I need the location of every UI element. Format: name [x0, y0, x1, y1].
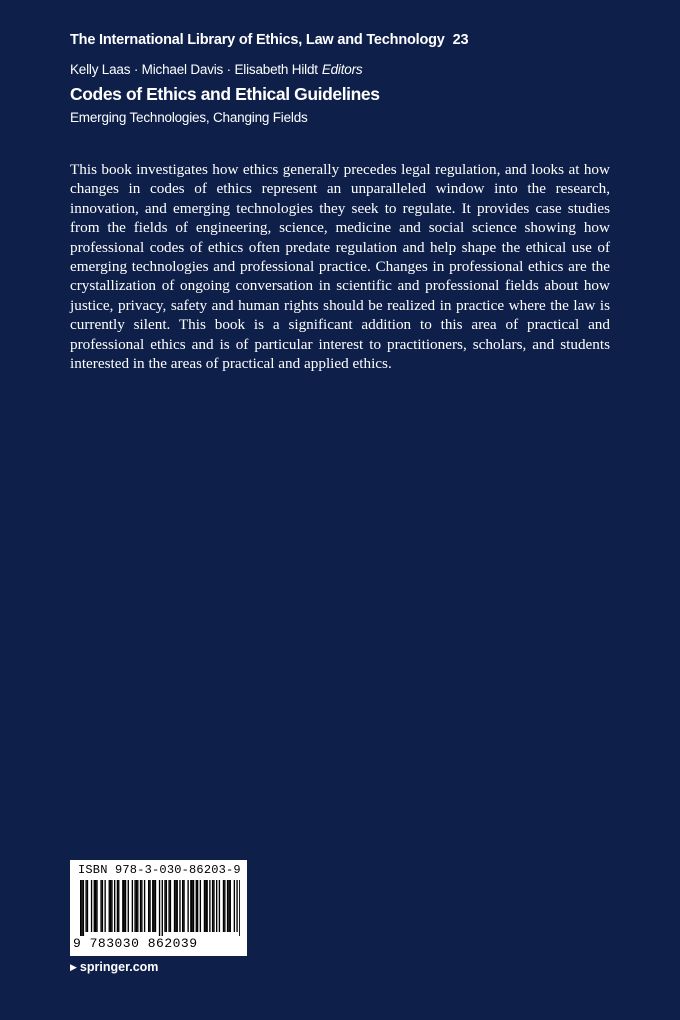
book-subtitle: Emerging Technologies, Changing Fields — [70, 110, 308, 125]
isbn-label: ISBN 978-3-030-86203-9 — [78, 863, 241, 877]
isbn-barcode-panel — [70, 860, 247, 956]
triangle-right-icon: ▶ — [70, 961, 77, 972]
series-title — [70, 32, 468, 48]
editor-names: Kelly Laas · Michael Davis · Elisabeth Hildt — [70, 62, 318, 77]
barcode-icon — [80, 880, 240, 936]
publisher-website: springer.com — [79, 960, 159, 974]
series-number: 23 — [452, 32, 469, 48]
editor-role: Editors — [321, 62, 363, 77]
series-name: The International Library of Ethics, Law and Technology — [70, 32, 445, 48]
book-title: Codes of Ethics and Ethical Guidelines — [70, 84, 380, 104]
editors-line — [70, 62, 362, 77]
barcode-digits: 9 783030 862039 — [73, 936, 198, 951]
publisher-link[interactable] — [70, 960, 158, 974]
book-description: This book investigates how ethics generally precedes legal regulation, and looks at how changes in codes of ethics represent an unparalleled window into the research, innovation, and emerging technologies they seek to regulate. It provides case studies from the fields of engineering, science, medicine and social science showing how professional codes of ethics often predate regulation and help shape the ethical use of emerging technologies and professional practice. Changes in professional ethics are the crystallization of ongoing conversation in scientific and professional fields about how justice, privacy, safety and human rights should be realized in practice where the law is currently silent. This book is a significant addition to this area of practical and professional ethics and is of particular interest to practitioners, scholars, and students interested in the areas of practical and applied ethics. — [70, 161, 610, 373]
